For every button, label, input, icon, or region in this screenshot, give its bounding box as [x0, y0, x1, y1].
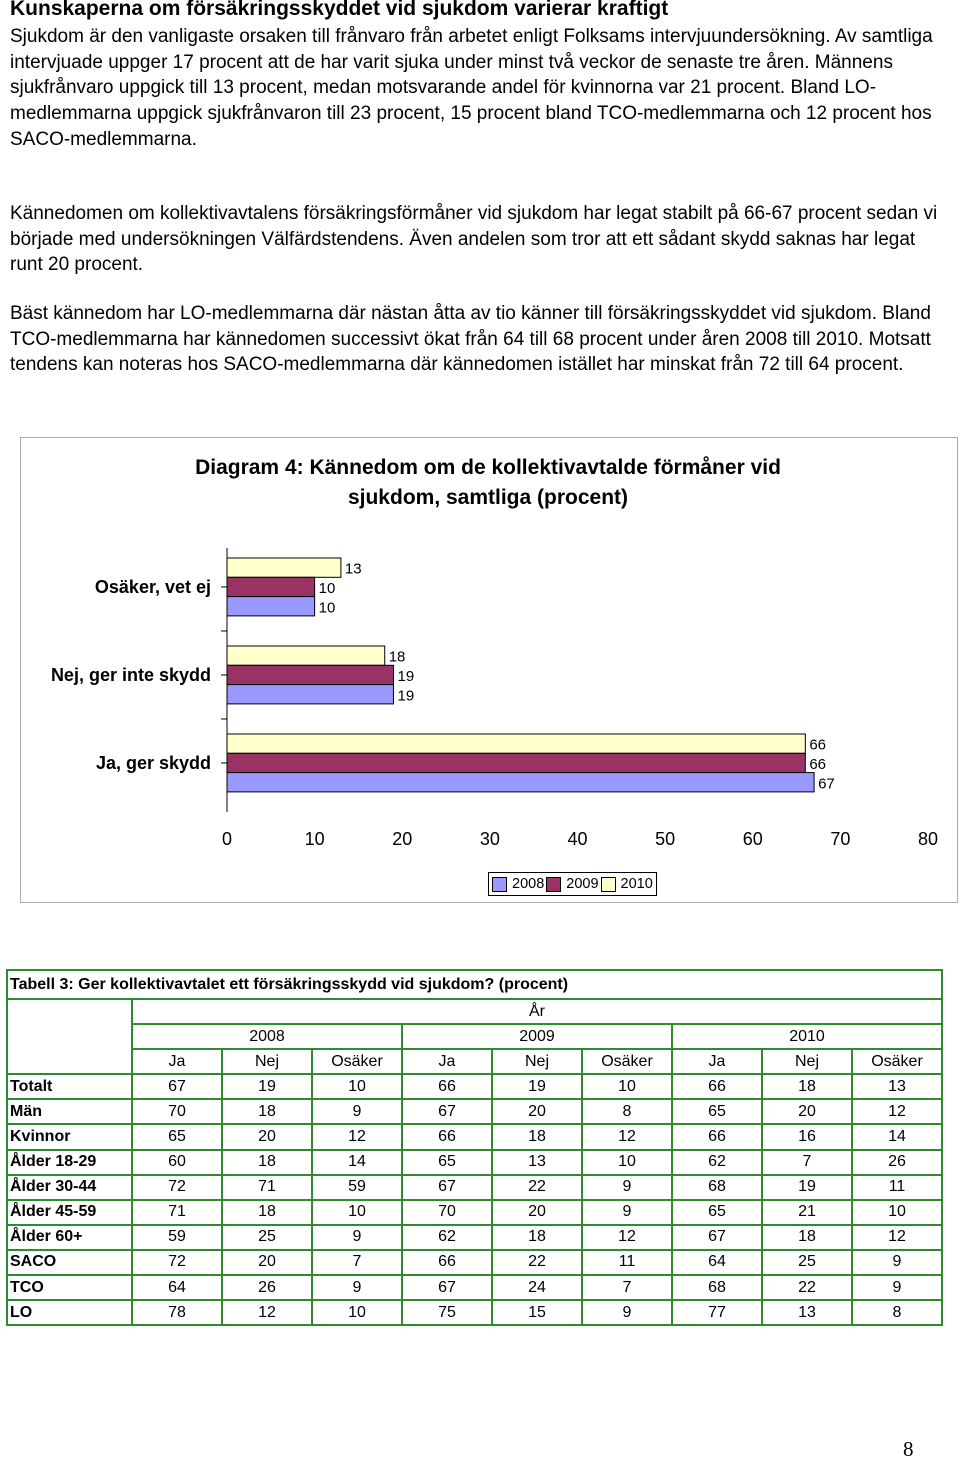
table-cell: 65	[402, 1150, 492, 1175]
table-cell: 19	[222, 1074, 312, 1099]
page-number: 8	[903, 1437, 914, 1461]
row-label: Ålder 30-44	[7, 1175, 132, 1200]
table-cell: 9	[582, 1300, 672, 1325]
column-header: Ja	[672, 1049, 762, 1074]
x-tick-label: 10	[304, 829, 325, 849]
data-label: 10	[318, 579, 336, 597]
table-cell: 8	[582, 1099, 672, 1124]
table-cell: 71	[222, 1175, 312, 1200]
bar-2010	[227, 734, 805, 753]
table-cell: 13	[492, 1150, 582, 1175]
column-header: Ja	[132, 1049, 222, 1074]
table-cell: 13	[762, 1300, 852, 1325]
table-cell: 7	[312, 1250, 402, 1275]
x-tick-label: 30	[479, 829, 500, 849]
year-2010: 2010	[672, 1024, 942, 1049]
column-header: Nej	[762, 1049, 852, 1074]
table-cell: 19	[762, 1175, 852, 1200]
legend-swatch-2008	[492, 877, 507, 892]
row-label: Kvinnor	[7, 1124, 132, 1149]
table-cell: 14	[312, 1150, 402, 1175]
row-label: Ålder 60+	[7, 1225, 132, 1250]
table-row	[7, 1175, 942, 1200]
table-cell: 70	[132, 1099, 222, 1124]
table-cell: 20	[492, 1200, 582, 1225]
table-cell: 18	[762, 1074, 852, 1099]
table-corner	[7, 1049, 132, 1074]
table-cell: 12	[852, 1099, 942, 1124]
section-heading: Kunskaperna om försäkringsskyddet vid sjukdom varierar kraftigt	[10, 0, 669, 20]
table-cell: 9	[582, 1175, 672, 1200]
x-tick-label: 20	[392, 829, 413, 849]
column-header: Nej	[492, 1049, 582, 1074]
table-cell: 68	[672, 1175, 762, 1200]
bar-2009	[227, 577, 315, 596]
table-cell: 10	[312, 1074, 402, 1099]
table-cell: 66	[402, 1250, 492, 1275]
chart-legend	[488, 872, 657, 896]
table-cell: 65	[132, 1124, 222, 1149]
table-cell: 10	[312, 1300, 402, 1325]
table-cell: 72	[132, 1175, 222, 1200]
table-cell: 18	[222, 1099, 312, 1124]
table-cell: 59	[312, 1175, 402, 1200]
table-cell: 77	[672, 1300, 762, 1325]
x-tick-label: 40	[567, 829, 588, 849]
table-cell: 65	[672, 1099, 762, 1124]
bar-2010	[227, 558, 341, 577]
chart-title-line2: sjukdom, samtliga (procent)	[347, 486, 629, 509]
table-cell: 18	[762, 1225, 852, 1250]
table-cell: 26	[222, 1275, 312, 1300]
table-cell: 25	[762, 1250, 852, 1275]
table-cell: 9	[582, 1200, 672, 1225]
paragraph-1: Sjukdom är den vanligaste orsaken till frånvaro från arbetet enligt Folksams intervjuundersökning. Av samtliga intervjuade uppger 17 procent att de har varit sjuka under minst två veckor de senaste tre åren. Männens sjukfrånvaro uppgick till 13 procent, medan motsvarande andel för kvinnorna var 21 procent. Bland LO-medlemmarna uppgick sjukfrånvaron till 23 procent, 15 procent bland TCO-medlemmarna och 12 procent hos SACO-medlemmarna.	[10, 26, 933, 150]
table-cell: 62	[402, 1225, 492, 1250]
table-cell: 9	[852, 1250, 942, 1275]
table-corner	[7, 999, 132, 1024]
table-cell: 72	[132, 1250, 222, 1275]
data-label: 10	[318, 599, 336, 617]
category-label: Osäker, vet ej	[94, 576, 211, 597]
table-cell: 9	[852, 1275, 942, 1300]
row-label: LO	[7, 1300, 132, 1325]
table-row	[7, 1099, 942, 1124]
table-cell: 24	[492, 1275, 582, 1300]
table-cell: 16	[762, 1124, 852, 1149]
table-cell: 22	[762, 1275, 852, 1300]
table-cell: 64	[132, 1275, 222, 1300]
year-2009: 2009	[402, 1024, 672, 1049]
table-cell: 11	[582, 1250, 672, 1275]
table-row	[7, 1300, 942, 1325]
table-cell: 12	[222, 1300, 312, 1325]
table-row	[7, 1275, 942, 1300]
x-tick-label: 50	[655, 829, 676, 849]
table-cell: 66	[402, 1074, 492, 1099]
legend-label-2010: 2010	[620, 876, 653, 892]
table-row	[7, 1225, 942, 1250]
table-cell: 10	[582, 1074, 672, 1099]
table-cell: 21	[762, 1200, 852, 1225]
data-label: 19	[397, 667, 415, 685]
table-cell: 78	[132, 1300, 222, 1325]
data-label: 67	[818, 775, 835, 793]
data-label: 13	[344, 560, 362, 578]
legend-label-2008: 2008	[512, 876, 545, 892]
x-tick-label: 0	[221, 829, 233, 849]
table-cell: 67	[132, 1074, 222, 1099]
table-cell: 22	[492, 1250, 582, 1275]
table-cell: 12	[582, 1225, 672, 1250]
table-row	[7, 1250, 942, 1275]
table-cell: 66	[402, 1124, 492, 1149]
table-row	[7, 1074, 942, 1099]
table-cell: 12	[312, 1124, 402, 1149]
row-label: Totalt	[7, 1074, 132, 1099]
table-cell: 18	[492, 1225, 582, 1250]
chart-title-line1: Diagram 4: Kännedom om de kollektivavtalde förmåner vid	[195, 456, 781, 479]
table-cell: 9	[312, 1225, 402, 1250]
table-cell: 9	[312, 1099, 402, 1124]
bar-2010	[227, 646, 385, 665]
paragraph-2: Kännedomen om kollektivavtalens försäkringsförmåner vid sjukdom har legat stabilt på 66-67 procent sedan vi började med undersökningen Välfärdstendens. Även andelen som tror att ett sådant skydd saknas har legat runt 20 procent.	[10, 203, 938, 276]
table-cell: 26	[852, 1150, 942, 1175]
x-tick-label: 60	[742, 829, 763, 849]
bar-2008	[227, 597, 315, 616]
x-tick-label: 70	[830, 829, 851, 849]
table-cell: 20	[762, 1099, 852, 1124]
table-cell: 66	[672, 1074, 762, 1099]
table-caption: Tabell 3: Ger kollektivavtalet ett försäkringsskydd vid sjukdom? (procent)	[7, 970, 942, 999]
data-label: 66	[809, 755, 827, 773]
table-cell: 7	[582, 1275, 672, 1300]
table-cell: 65	[672, 1200, 762, 1225]
table-cell: 18	[492, 1124, 582, 1149]
column-header: Osäker	[312, 1049, 402, 1074]
table-cell: 20	[492, 1099, 582, 1124]
table-cell: 20	[222, 1250, 312, 1275]
table-cell: 64	[672, 1250, 762, 1275]
table-cell: 13	[852, 1074, 942, 1099]
table-row	[7, 1200, 942, 1225]
legend-swatch-2009	[546, 877, 561, 892]
column-header: Ja	[402, 1049, 492, 1074]
bar-2008	[227, 685, 393, 704]
table-cell: 10	[852, 1200, 942, 1225]
column-header: Nej	[222, 1049, 312, 1074]
column-header: Osäker	[852, 1049, 942, 1074]
table-cell: 25	[222, 1225, 312, 1250]
table-cell: 66	[672, 1124, 762, 1149]
year-2008: 2008	[132, 1024, 402, 1049]
table-cell: 67	[402, 1275, 492, 1300]
table-cell: 10	[312, 1200, 402, 1225]
table-row	[7, 1124, 942, 1149]
table-cell: 67	[402, 1175, 492, 1200]
row-label: TCO	[7, 1275, 132, 1300]
table-cell: 12	[582, 1124, 672, 1149]
table-cell: 10	[582, 1150, 672, 1175]
legend-swatch-2010	[601, 877, 616, 892]
table-cell: 7	[762, 1150, 852, 1175]
table-cell: 14	[852, 1124, 942, 1149]
bar-2008	[227, 773, 814, 792]
table-cell: 67	[672, 1225, 762, 1250]
row-label: Ålder 45-59	[7, 1200, 132, 1225]
table-cell: 22	[492, 1175, 582, 1200]
table-cell: 68	[672, 1275, 762, 1300]
x-tick-label: 80	[917, 829, 939, 849]
table-cell: 70	[402, 1200, 492, 1225]
bar-2009	[227, 665, 393, 684]
table-cell: 18	[222, 1200, 312, 1225]
table-cell: 75	[402, 1300, 492, 1325]
row-label: Män	[7, 1099, 132, 1124]
table-cell: 12	[852, 1225, 942, 1250]
table-cell: 67	[402, 1099, 492, 1124]
table-corner	[7, 1024, 132, 1049]
column-header: Osäker	[582, 1049, 672, 1074]
data-table	[6, 969, 943, 1326]
data-label: 66	[809, 736, 827, 754]
table-cell: 62	[672, 1150, 762, 1175]
table-cell: 11	[852, 1175, 942, 1200]
table-cell: 9	[312, 1275, 402, 1300]
category-label: Ja, ger skydd	[95, 752, 211, 773]
paragraph-3: Bäst kännedom har LO-medlemmarna där nästan åtta av tio känner till försäkringsskyddet vid sjukdom. Bland TCO-medlemmarna har kännedomen successivt ökat från 64 till 68 procent under åren 2008 till 2010. Motsatt tendens kan noteras hos SACO-medlemmarna där kännedomen istället har minskat från 72 till 64 procent.	[10, 303, 931, 376]
table-cell: 15	[492, 1300, 582, 1325]
table-cell: 8	[852, 1300, 942, 1325]
bar-2009	[227, 753, 805, 772]
legend-label-2009: 2009	[566, 876, 599, 892]
table-cell: 59	[132, 1225, 222, 1250]
table-cell: 19	[492, 1074, 582, 1099]
table-cell: 20	[222, 1124, 312, 1149]
data-label: 19	[397, 687, 415, 705]
category-label: Nej, ger inte skydd	[50, 664, 211, 685]
table-cell: 60	[132, 1150, 222, 1175]
row-label: SACO	[7, 1250, 132, 1275]
year-header: År	[132, 999, 942, 1024]
table-row	[7, 1150, 942, 1175]
row-label: Ålder 18-29	[7, 1150, 132, 1175]
table-cell: 71	[132, 1200, 222, 1225]
table-cell: 18	[222, 1150, 312, 1175]
data-label: 18	[388, 648, 406, 666]
